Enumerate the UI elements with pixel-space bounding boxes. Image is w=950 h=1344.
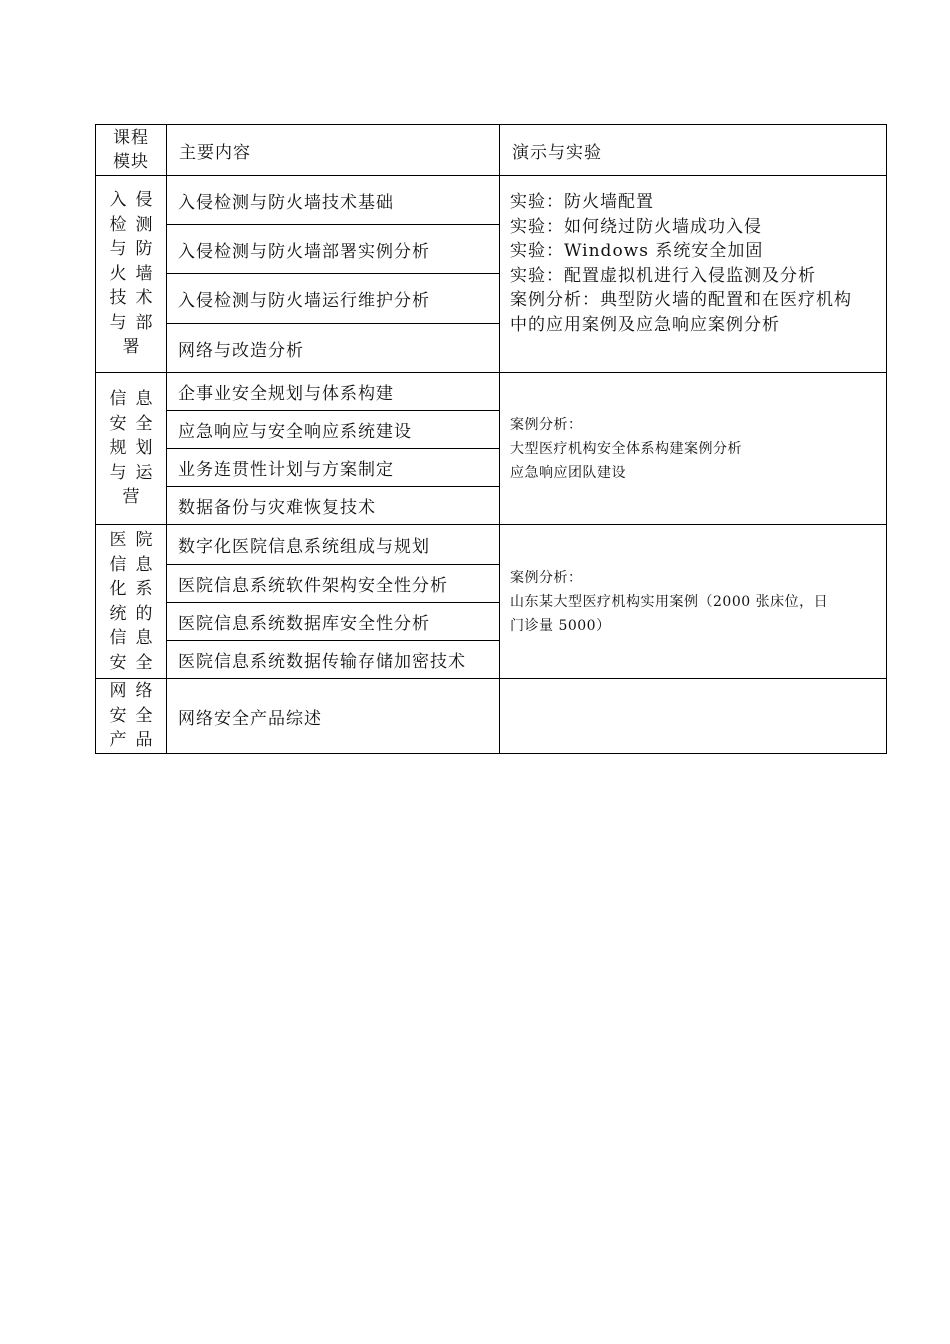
content-cell: 医院信息系统软件架构安全性分析 (167, 565, 500, 603)
demo-line: 案例分析： (510, 569, 583, 586)
demo-line: 实验：如何绕过防火墙成功入侵 (510, 216, 762, 237)
module-cell (96, 373, 167, 525)
module-line: 规划 (109, 438, 162, 459)
content-cell: 医院信息系统数据库安全性分析 (167, 603, 500, 641)
module-line: 产品 (109, 730, 162, 751)
demo-line: 大型医疗机构安全体系构建案例分析 (510, 440, 742, 457)
content-cell: 业务连贯性计划与方案制定 (167, 449, 500, 487)
demo-cell (500, 525, 887, 679)
module-line: 安全 (109, 652, 162, 673)
demo-line: 案例分析：典型防火墙的配置和在医疗机构 (510, 290, 852, 310)
header-module-line: 模块 (113, 152, 149, 172)
content-cell: 数字化医院信息系统组成与规划 (167, 525, 500, 565)
module-line: 医院 (109, 530, 162, 550)
content-cell: 入侵检测与防火墙部署实例分析 (167, 225, 500, 274)
demo-line: 案例分析： (510, 416, 583, 433)
content-cell: 数据备份与灾难恢复技术 (167, 487, 500, 525)
content-cell: 企事业安全规划与体系构建 (167, 373, 500, 411)
demo-line: 门诊量 5000） (510, 617, 611, 634)
demo-line: 实验：配置虚拟机进行入侵监测及分析 (510, 265, 816, 286)
header-demo: 演示与实验 (500, 125, 887, 176)
course-table (95, 124, 887, 754)
module-line: 与防 (109, 239, 162, 260)
content-cell: 入侵检测与防火墙技术基础 (167, 176, 500, 225)
demo-line: 应急响应团队建设 (510, 464, 626, 481)
table-row (96, 373, 887, 411)
module-line: 信息 (109, 554, 162, 575)
demo-cell (500, 176, 887, 373)
module-line: 营 (122, 487, 149, 508)
demo-line: 山东某大型医疗机构实用案例（2000 张床位，日 (510, 593, 829, 610)
content-cell: 网络与改造分析 (167, 324, 500, 373)
module-cell (96, 679, 167, 754)
header-module (96, 125, 167, 176)
demo-line: 中的应用案例及应急响应案例分析 (510, 314, 780, 335)
header-module-line: 课程 (113, 127, 149, 148)
module-line: 检测 (109, 214, 162, 235)
module-line: 信息 (109, 628, 162, 648)
table-row (96, 525, 887, 565)
content-cell: 网络安全产品综述 (167, 679, 500, 754)
module-line: 信息 (109, 389, 162, 410)
header-content: 主要内容 (167, 125, 500, 176)
content-cell: 医院信息系统数据传输存储加密技术 (167, 641, 500, 679)
header-row (96, 125, 887, 176)
module-line: 安全 (109, 705, 162, 726)
module-line: 统的 (109, 603, 162, 624)
module-line: 署 (122, 337, 149, 358)
module-cell (96, 525, 167, 679)
module-line: 化系 (109, 579, 162, 599)
table-row (96, 176, 887, 225)
module-line: 入侵 (109, 190, 162, 211)
table-row (96, 679, 887, 754)
module-line: 安全 (109, 413, 162, 434)
module-line: 与运 (109, 462, 162, 483)
module-cell (96, 176, 167, 373)
module-line: 技术 (109, 288, 162, 309)
demo-line: 实验：Windows 系统安全加固 (510, 241, 764, 261)
content-cell: 应急响应与安全响应系统建设 (167, 411, 500, 449)
demo-cell (500, 373, 887, 525)
content-cell: 入侵检测与防火墙运行维护分析 (167, 274, 500, 324)
module-line: 火墙 (109, 263, 162, 284)
demo-line: 实验：防火墙配置 (510, 192, 654, 212)
demo-cell-empty (500, 679, 887, 754)
module-line: 与部 (109, 312, 162, 333)
module-line: 网络 (109, 681, 162, 702)
